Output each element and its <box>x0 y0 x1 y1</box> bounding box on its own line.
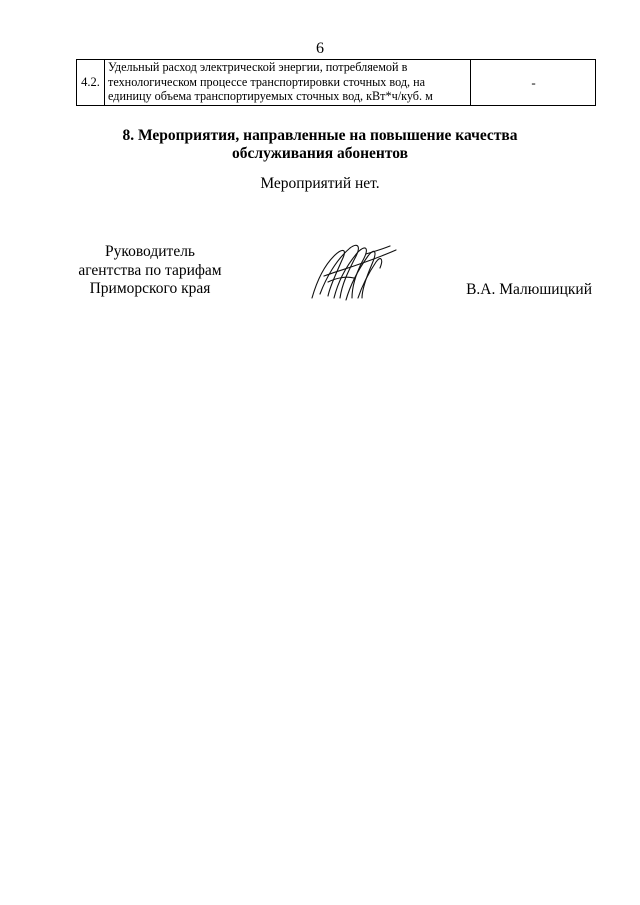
signatory-position <box>58 243 242 299</box>
row-value-cell: - <box>531 74 536 90</box>
section-heading <box>0 127 640 163</box>
row-description-cell <box>105 60 471 105</box>
section-heading-line: 8. Мероприятия, направленные на повышение качества <box>122 127 518 144</box>
position-line: Руководитель <box>104 243 196 260</box>
section-heading-line: обслуживания абонентов <box>232 145 408 162</box>
position-line: Приморского края <box>89 280 211 297</box>
handwritten-signature-icon <box>306 238 398 304</box>
position-line: агентства по тарифам <box>78 261 222 279</box>
row-number-cell: 4.2. <box>77 60 105 105</box>
description-line: технологическом процессе транспортировки сточных вод, на <box>108 74 426 89</box>
page-number: 6 <box>316 40 324 57</box>
signer-name: В.А. Малюшицкий <box>466 281 592 298</box>
indicator-table <box>76 59 596 106</box>
description-line: Удельный расход электрической энергии, потребляемой в <box>108 60 408 74</box>
section-body: Мероприятий нет. <box>260 175 380 192</box>
description-line: единицу объема транспортируемых сточных вод, кВт*ч/куб. м <box>108 89 433 104</box>
